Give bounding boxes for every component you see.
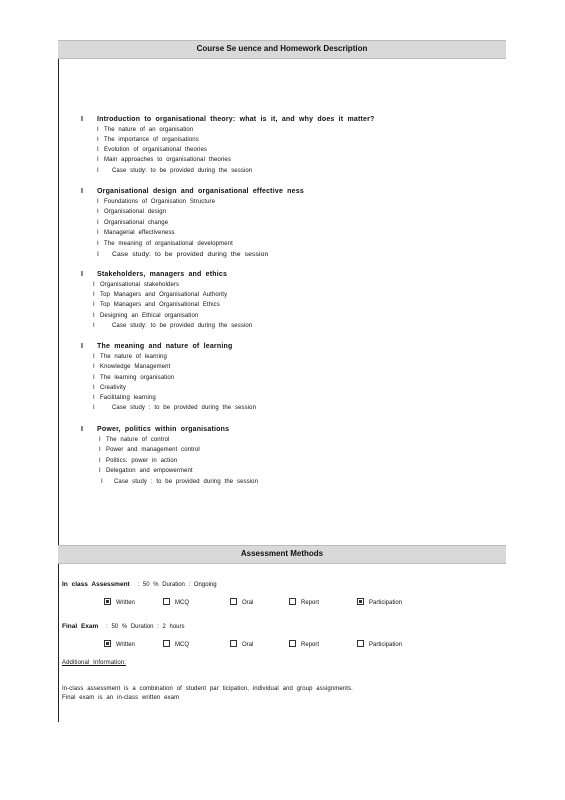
list-item: I Organisational design bbox=[97, 209, 167, 215]
list-item: I The nature of learning bbox=[93, 354, 167, 360]
final-exam-label: Final Exam bbox=[62, 623, 99, 630]
final-exam-line bbox=[62, 623, 185, 630]
inclass-assessment-line bbox=[62, 581, 217, 588]
checkbox-icon[interactable] bbox=[289, 598, 296, 605]
list-item: I Creativity bbox=[93, 385, 127, 391]
checkbox-icon[interactable] bbox=[230, 598, 237, 605]
topic-heading: I Introduction to organisational theory: what is it, and why does it matter? bbox=[81, 116, 375, 123]
checkbox-icon[interactable] bbox=[357, 598, 364, 605]
final-oral-option[interactable]: Oral bbox=[230, 640, 253, 648]
topic-heading: I Power, politics within organisations bbox=[81, 426, 230, 433]
course-sequence-title: Course Se uence and Homework Description bbox=[196, 44, 368, 53]
list-item: I Organisational stakeholders bbox=[93, 282, 180, 288]
left-border-line bbox=[58, 40, 59, 722]
final-mcq-option[interactable]: MCQ bbox=[163, 640, 189, 648]
list-item: I The learning organisation bbox=[93, 375, 175, 381]
list-item: I Foundations of Organisation Structure bbox=[97, 199, 216, 205]
inclass-oral-option[interactable]: Oral bbox=[230, 598, 253, 606]
list-item: I The meaning of organisational development bbox=[97, 241, 233, 247]
list-item: I Case study: to be provided during the session bbox=[97, 251, 269, 258]
list-item: I Case study: to be provided during the session bbox=[97, 168, 253, 174]
additional-info-label: Additional Information: bbox=[62, 660, 127, 666]
additional-info-text: Final exam is an in-class written exam bbox=[62, 695, 180, 701]
checkbox-icon[interactable] bbox=[230, 640, 237, 647]
assessment-methods-header bbox=[58, 545, 506, 564]
topic-heading: I Stakeholders, managers and ethics bbox=[81, 271, 228, 278]
checkbox-icon[interactable] bbox=[104, 598, 111, 605]
list-item: I Power and management control bbox=[99, 447, 200, 453]
topic-heading: I The meaning and nature of learning bbox=[81, 343, 233, 350]
inclass-assessment-label: In class Assessment bbox=[62, 581, 130, 588]
inclass-participation-option[interactable]: Participation bbox=[357, 598, 402, 606]
course-sequence-header bbox=[58, 40, 506, 59]
checkbox-icon[interactable] bbox=[163, 640, 170, 647]
final-written-option[interactable]: Written bbox=[104, 640, 135, 648]
checkbox-icon[interactable] bbox=[357, 640, 364, 647]
final-participation-option[interactable]: Participation bbox=[357, 640, 402, 648]
list-item: I Facilitating learning bbox=[93, 395, 156, 401]
list-item: I Top Managers and Organisational Authority bbox=[93, 292, 228, 298]
additional-info-text: In-class assessment is a combination of student par ticipation, individual and group assignments. bbox=[62, 686, 353, 692]
final-report-option[interactable]: Report bbox=[289, 640, 319, 648]
final-exam-detail: : 50 % Duration : 2 hours bbox=[106, 624, 185, 630]
list-item: I Managerial effectiveness bbox=[97, 230, 175, 236]
topic-heading: I Organisational design and organisational effective ness bbox=[81, 188, 304, 195]
list-item: I Knowledge Management bbox=[93, 364, 171, 370]
checkbox-icon[interactable] bbox=[289, 640, 296, 647]
list-item: I Politics: power in action bbox=[99, 458, 178, 464]
list-item: I Evolution of organisational theories bbox=[97, 147, 207, 153]
inclass-assessment-detail: : 50 % Duration : Ongoing bbox=[137, 582, 217, 588]
list-item: I Case study : to be provided during the session bbox=[101, 479, 259, 485]
list-item: I The nature of control bbox=[99, 437, 170, 443]
list-item: I Case study: to be provided during the session bbox=[93, 323, 253, 329]
assessment-methods-title: Assessment Methods bbox=[240, 549, 324, 558]
list-item: I The nature of an organisation bbox=[97, 127, 194, 133]
list-item: I Case study : to be provided during the session bbox=[93, 405, 257, 411]
inclass-written-option[interactable]: Written bbox=[104, 598, 135, 606]
list-item: I Main approaches to organisational theories bbox=[97, 157, 231, 163]
checkbox-icon[interactable] bbox=[163, 598, 170, 605]
list-item: I Top Managers and Organisational Ethics bbox=[93, 302, 220, 308]
list-item: I Organisational change bbox=[97, 220, 169, 226]
inclass-report-option[interactable]: Report bbox=[289, 598, 319, 606]
list-item: I Delegation and empowerment bbox=[99, 468, 193, 474]
checkbox-icon[interactable] bbox=[104, 640, 111, 647]
inclass-mcq-option[interactable]: MCQ bbox=[163, 598, 189, 606]
list-item: I The importance of organisations bbox=[97, 137, 199, 143]
list-item: I Designing an Ethical organisation bbox=[93, 313, 199, 319]
